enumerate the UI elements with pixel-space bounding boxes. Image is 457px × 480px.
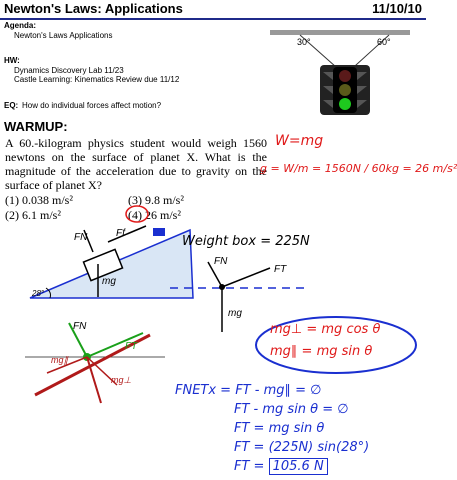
page-title: Newton's Laws: Applications: [4, 1, 183, 16]
agenda-item: Newton's Laws Applications: [14, 31, 113, 40]
eq-step-2: FT - mg sin θ = ∅: [234, 402, 349, 417]
green-light-icon: [339, 98, 351, 110]
comp-mg-perp-label: mg⊥: [111, 375, 132, 385]
w-equals-mg: W=mg: [275, 133, 324, 149]
traffic-light-diagram: [265, 18, 415, 123]
page-date: 11/10/10: [372, 1, 422, 16]
component-eq-perp: mg⊥ = mg cos θ: [270, 322, 381, 337]
incline-mg-label: mg: [102, 276, 116, 287]
weight-box-label: Weight box = 225N: [182, 234, 310, 249]
hw-label: HW:: [4, 56, 20, 65]
choice-1: (1) 0.038 m/s²: [5, 193, 73, 207]
warmup-heading: WARMUP:: [4, 119, 68, 134]
angle-left-label: 30°: [297, 37, 311, 47]
comp-fn-label: FN: [73, 321, 87, 332]
warmup-problem: A 60.-kilogram physics student would weigh 1560 newtons on the surface of planet X. What is the magnitude of the acceleration due to gravity on the surface of planet X?: [5, 136, 267, 192]
incline-fn-label: FN: [74, 232, 88, 243]
incline-ff-label: Ff: [116, 228, 125, 239]
red-light-icon: [339, 70, 351, 82]
final-answer-box: 105.6 N: [269, 458, 328, 475]
eq-label: EQ:: [4, 101, 19, 110]
eq-text: How do individual forces affect motion?: [22, 101, 162, 110]
ceiling-beam: [270, 30, 410, 35]
net-force-eq: FNETx = FT - mg∥ = ∅: [175, 383, 322, 398]
fbd-mg-label: mg: [228, 308, 242, 319]
comp-ft-label: FT: [125, 341, 138, 352]
g-calculation: g = W/m = 1560N / 60kg = 26 m/s²: [260, 162, 457, 175]
answer-circle: [124, 204, 150, 224]
eq-step-5: FT = 105.6 N: [234, 459, 328, 474]
choice-3: (3) 9.8 m/s²: [128, 193, 184, 207]
choice-2: (2) 6.1 m/s²: [5, 208, 61, 222]
component-eq-par: mg∥ = mg sin θ: [270, 344, 373, 359]
choice-4: (4) 26 m/s²: [128, 208, 181, 222]
fbd-ft-label: FT: [274, 264, 287, 275]
hw-item: Castle Learning: Kinematics Review due 11/12: [14, 75, 180, 84]
yellow-light-icon: [339, 84, 351, 96]
angle-right-label: 60°: [377, 37, 391, 47]
eq-step-3: FT = mg sin θ: [234, 421, 325, 436]
agenda-label: Agenda:: [4, 21, 36, 30]
comp-mg-par-label: mg∥: [51, 355, 69, 365]
eq-step-4: FT = (225N) sin(28°): [234, 440, 370, 455]
fbd-fn-label: FN: [214, 256, 228, 267]
hw-item: Dynamics Discovery Lab 11/23: [14, 66, 124, 75]
incline-angle-label: 28°: [32, 289, 45, 298]
component-diagram: [25, 315, 165, 415]
